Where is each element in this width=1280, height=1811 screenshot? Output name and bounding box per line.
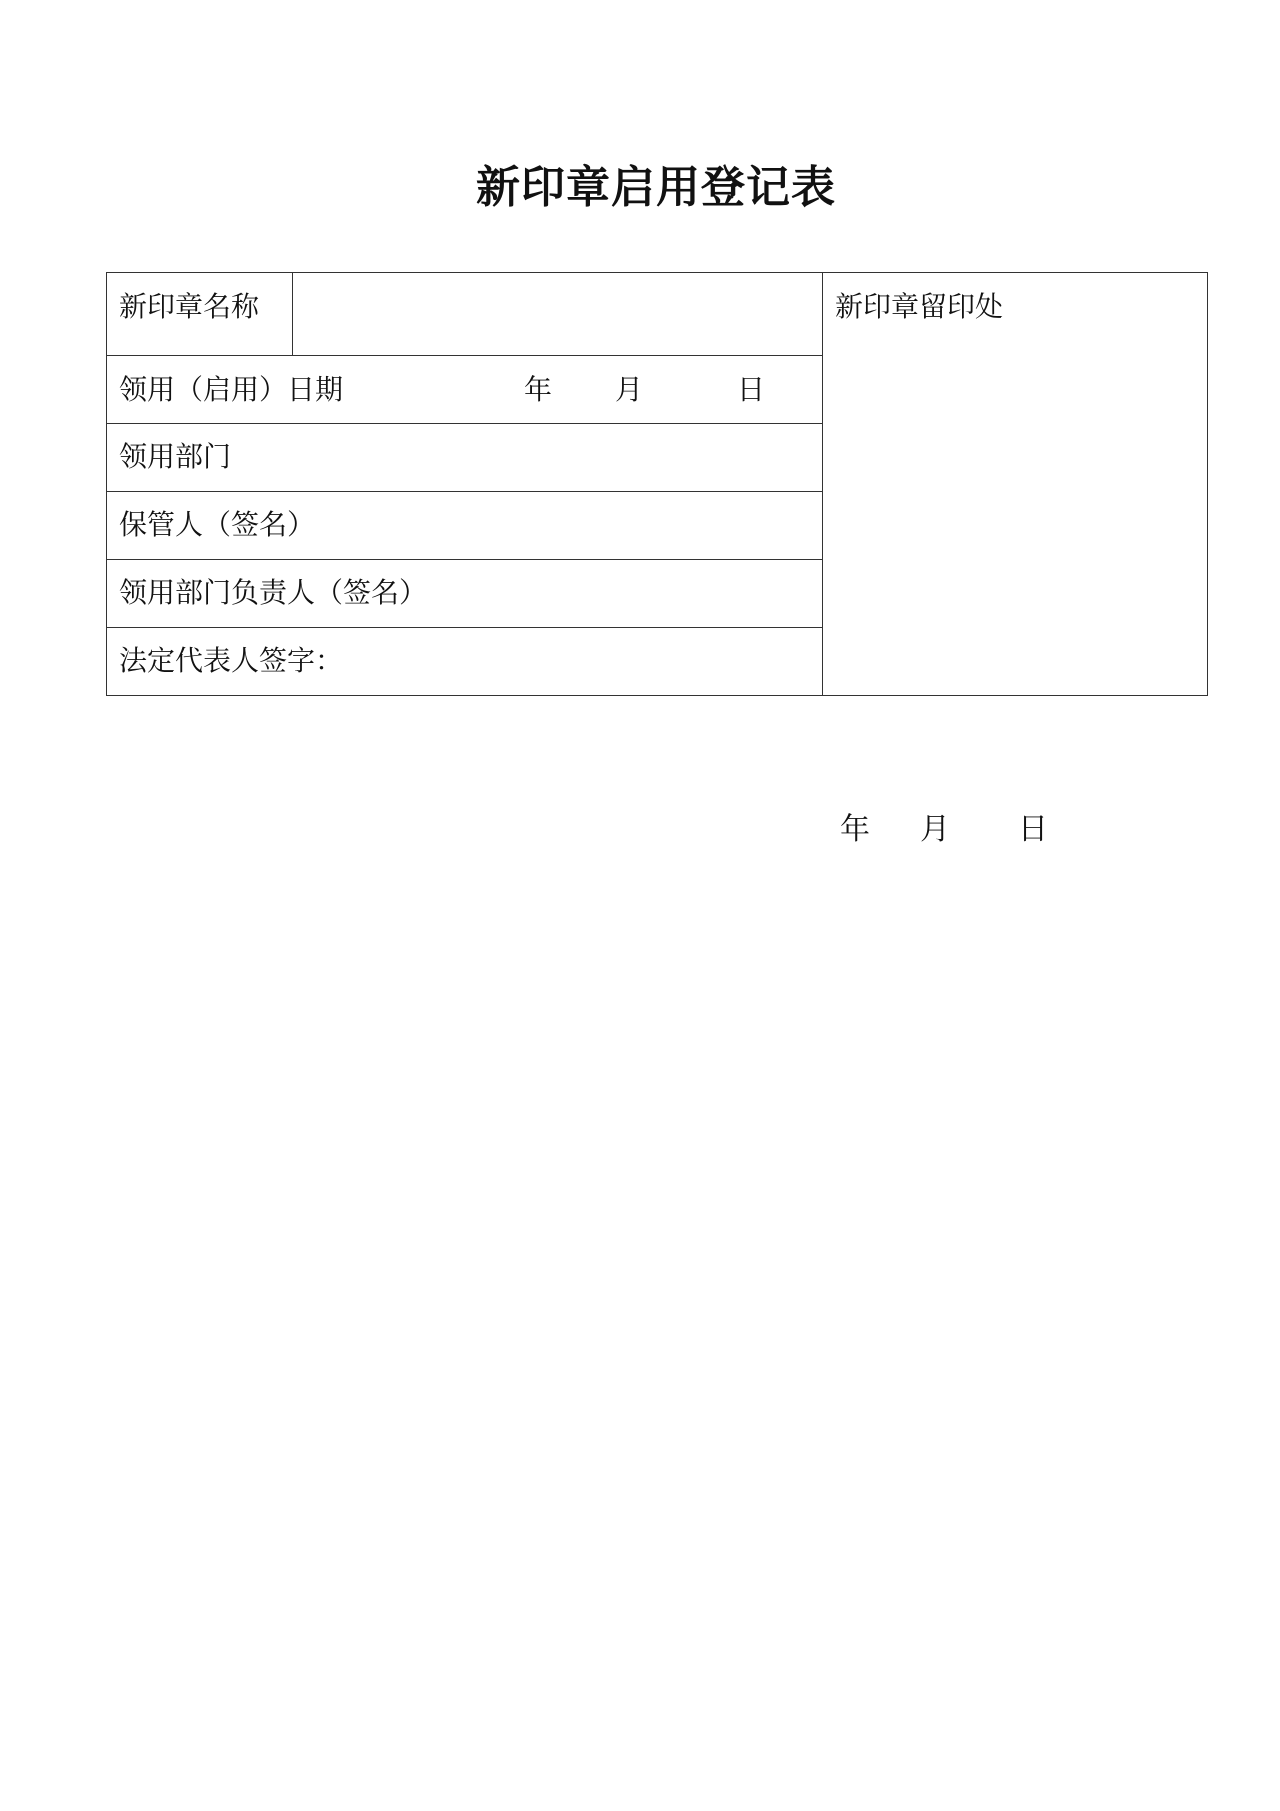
date-year-unit: 年 xyxy=(524,373,553,406)
department-label: 领用部门 xyxy=(119,440,232,473)
footer-month-unit: 月 xyxy=(920,812,950,847)
custodian-label: 保管人（签名） xyxy=(119,508,316,541)
form-row-department xyxy=(107,424,822,492)
form-row-legal-representative xyxy=(107,628,822,694)
cell-divider xyxy=(292,273,293,355)
page-title: 新印章启用登记表 xyxy=(476,162,836,213)
footer-day-unit: 日 xyxy=(1018,812,1048,847)
form-row-department-head xyxy=(107,560,822,628)
date-month-unit: 月 xyxy=(615,373,644,406)
registration-form-table xyxy=(106,272,1208,696)
department-head-label: 领用部门负责人（签名） xyxy=(119,576,428,609)
date-day-unit: 日 xyxy=(737,373,766,406)
stamp-area-label: 新印章留印处 xyxy=(835,290,1004,323)
form-row-custodian xyxy=(107,492,822,560)
stamp-impression-area xyxy=(823,273,1207,695)
form-fields-column xyxy=(107,273,823,695)
issue-date-label: 领用（启用）日期 xyxy=(119,373,344,406)
footer-year-unit: 年 xyxy=(840,812,870,847)
form-row-seal-name xyxy=(107,273,822,356)
legal-representative-label: 法定代表人签字： xyxy=(119,644,344,677)
seal-name-label: 新印章名称 xyxy=(119,290,260,323)
form-row-issue-date xyxy=(107,356,822,424)
